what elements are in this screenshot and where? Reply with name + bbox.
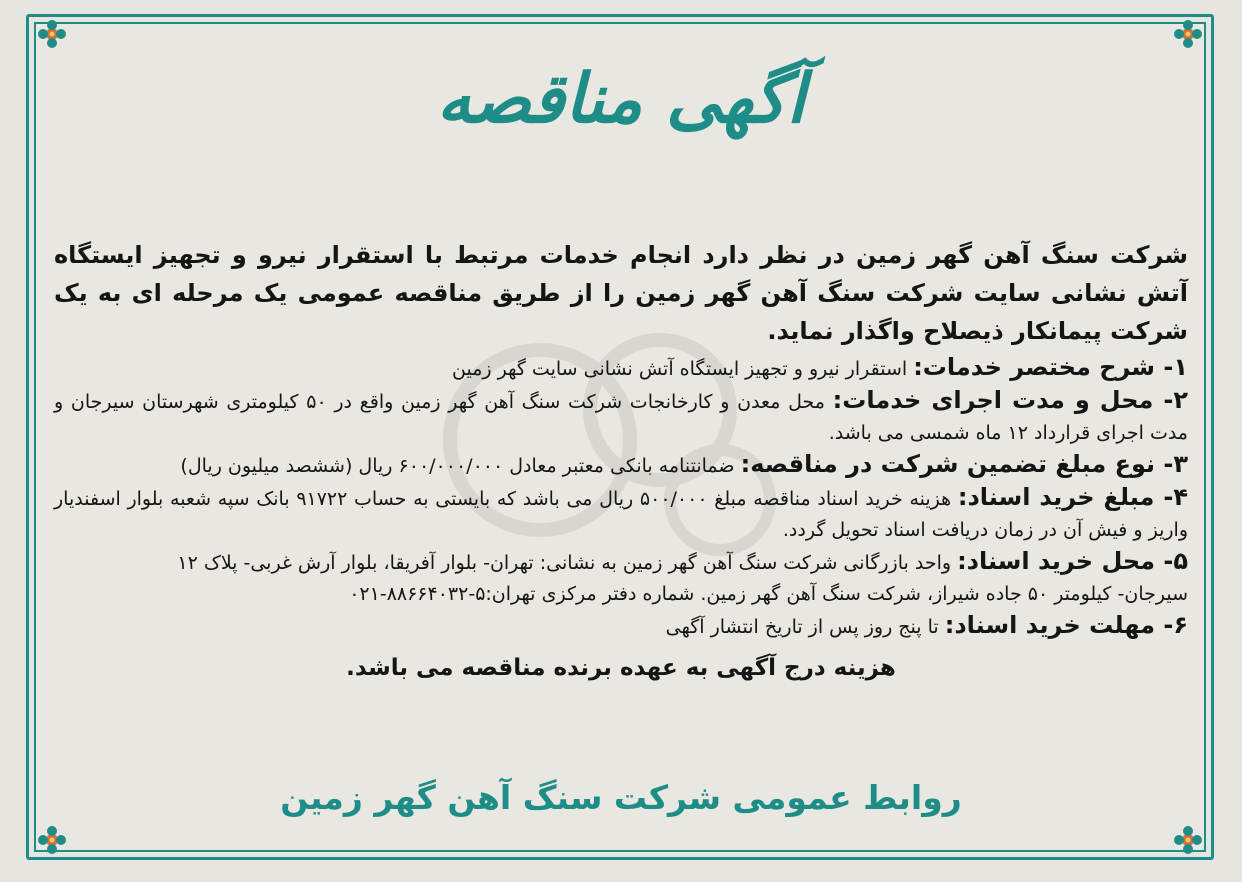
list-item [54, 385, 1188, 449]
item-text: تا پنج روز پس از تاریخ انتشار آگهی [665, 616, 939, 638]
item-text: ضمانتنامه بانکی معتبر معادل ۶۰۰/۰۰۰/۰۰۰ ریال (ششصد میلیون ریال) [180, 455, 735, 477]
list-item [54, 610, 1188, 643]
flower-ornament-icon [1169, 821, 1207, 859]
list-item [54, 482, 1188, 546]
list-item [54, 352, 1188, 385]
item-label: ۲- محل و مدت اجرای خدمات: [832, 386, 1188, 414]
address-line: سیرجان- کیلومتر ۵۰ جاده شیراز، شرکت سنگ آهن گهر زمین. شماره دفتر مرکزی تهران:۵-۸۸۶۶۴۰۳۲-۰۲۱ [349, 583, 1188, 605]
item-text: واحد بازرگانی شرکت سنگ آهن گهر زمین به نشانی: تهران- بلوار آفریقا، بلوار آرش غربی- پلاک ۱۲ [177, 552, 952, 574]
list-item [54, 546, 1188, 579]
signature: روابط عمومی شرکت سنگ آهن گهر زمین [280, 778, 962, 817]
list-item [54, 449, 1188, 482]
item-text: محل معدن و کارخانجات شرکت سنگ آهن گهر زمین واقع در ۵۰ کیلومتری شهرستان سیرجان و مدت اجرای قرارداد ۱۲ ماه شمسی می باشد. [54, 391, 1188, 444]
item-label: ۶- مهلت خرید اسناد: [944, 611, 1188, 639]
item-label: ۳- نوع مبلغ تضمین شرکت در مناقصه: [740, 450, 1188, 478]
page-title: آگهی مناقصه [436, 59, 806, 139]
footer-note: هزینه درج آگهی به عهده برنده مناقصه می باشد. [346, 655, 896, 681]
flower-ornament-icon [33, 15, 71, 53]
item-text: هزینه خرید اسناد مناقصه مبلغ ۵۰۰/۰۰۰ ریال می باشد که بایستی به حساب ۹۱۷۲۲ بانک سپه شعبه بلوار اسفندیار واریز و فیش آن در زمان دریافت اسناد تحویل گردد. [54, 488, 1188, 541]
intro-paragraph: شرکت سنگ آهن گهر زمین در نظر دارد انجام خدمات مرتبط با استقرار نیرو و تجهیز ایستگاه آتش نشانی سایت شرکت سنگ آهن گهر زمین را از طریق مناقصه عمومی یک مرحله ای به یک شرکت پیمانکار ذیصلاح واگذار نماید. [54, 241, 1188, 345]
item-text: استقرار نیرو و تجهیز ایستگاه آتش نشانی سایت گهر زمین [452, 358, 908, 380]
item-label: ۱- شرح مختصر خدمات: [913, 353, 1188, 381]
item-label: ۵- محل خرید اسناد: [957, 547, 1188, 575]
announcement-body [54, 236, 1188, 685]
flower-ornament-icon [1169, 15, 1207, 53]
flower-ornament-icon [33, 821, 71, 859]
item-label: ۴- مبلغ خرید اسناد: [957, 483, 1189, 511]
